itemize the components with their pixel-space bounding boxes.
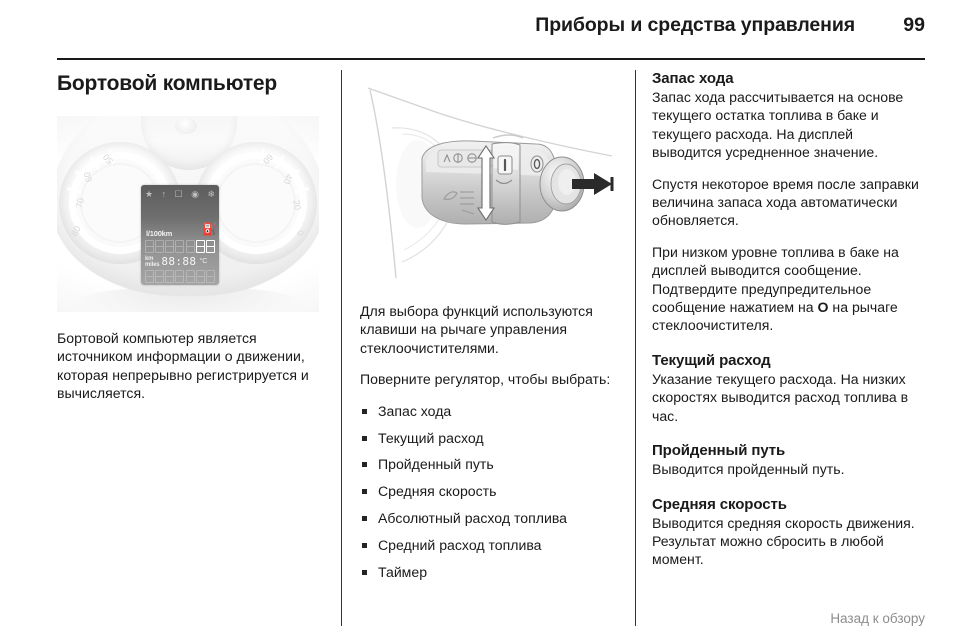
section-paragraph: Выводится пройденный путь. — [652, 461, 845, 478]
header-divider-rule — [57, 58, 925, 60]
o-button — [531, 156, 543, 172]
list-item — [360, 429, 618, 447]
lcd-segment — [196, 270, 205, 283]
dial-tick-label: 60 — [260, 151, 276, 167]
lcd-main-segment-row — [145, 240, 215, 253]
lcd-segment — [186, 240, 195, 253]
lcd-warning-icon-row — [145, 190, 215, 199]
bullet-square-icon — [362, 489, 367, 494]
list-item — [360, 402, 618, 420]
snowflake-icon: ❄ — [207, 189, 215, 199]
paragraph-text-after: на рычаге стеклоочистителя. — [652, 299, 898, 334]
lcd-display — [141, 185, 219, 285]
dial-tick-label: 50 — [100, 151, 116, 167]
list-item — [360, 482, 618, 500]
section-heading: Запас хода — [652, 70, 734, 87]
o-button-reference: O — [817, 299, 829, 316]
column-divider-left — [341, 70, 342, 626]
bullet-square-icon — [362, 436, 367, 441]
lcd-segment — [155, 270, 164, 283]
list-item — [360, 536, 618, 554]
section-paragraph: Запас хода рассчитывается на основе текущего остатка топлива в баке и текущего расхода. На дисплей выводится усредненное значение. — [652, 89, 904, 161]
door-open-icon: ↑ — [161, 189, 167, 199]
page-number: 99 — [903, 14, 925, 36]
list-item-label: Таймер — [378, 564, 428, 581]
lcd-segment — [186, 270, 195, 283]
column-middle — [360, 70, 618, 590]
list-item-label: Текущий расход — [378, 429, 484, 446]
cluster-bottom-shadow — [67, 286, 309, 312]
stalk-rotating-collar — [492, 143, 520, 225]
list-item-label: Средний расход топлива — [378, 537, 542, 554]
washer-fluid-icon: ★ — [145, 189, 154, 199]
lcd-clock-value: 88:88 — [161, 255, 197, 268]
list-item-label: Абсолютный расход топлива — [378, 510, 567, 527]
wiper-stalk-svg — [360, 72, 618, 284]
middle-paragraph-2: Поверните регулятор, чтобы выбрать: — [360, 371, 611, 388]
bullet-square-icon — [362, 570, 367, 575]
lcd-bottom-segment-row — [145, 270, 215, 283]
section-heading: Средняя скорость — [652, 495, 787, 513]
lcd-km-label: km — [145, 255, 154, 262]
section-current-consumption — [652, 352, 924, 425]
lcd-odometer-clock-row — [145, 255, 215, 268]
page-header — [57, 14, 925, 46]
section-paragraph: Выводится средняя скорость движения. Результат можно сбросить в любой момент. — [652, 514, 915, 568]
list-item — [360, 509, 618, 527]
lcd-segment — [165, 240, 174, 253]
wiper-stalk-illustration — [360, 72, 618, 284]
middle-paragraph-1: Для выбора функций используются клавиши на рычаге управления стеклоочистителями. — [360, 303, 593, 356]
lcd-temperature-unit: °C — [199, 258, 208, 265]
list-item-label: Запас хода — [378, 402, 452, 419]
intro-paragraph: Бортовой компьютер является источником информации о движении, которая непрерывно регистрируется и вычисляется. — [57, 330, 309, 402]
column-right — [652, 70, 924, 569]
dial-tick-label: 80 — [69, 224, 83, 238]
lcd-miles-label: miles — [145, 261, 160, 268]
lcd-consumption-unit-label: l/100km — [146, 229, 173, 238]
section-distance-travelled — [652, 442, 924, 478]
dial-tick-label: 0 — [294, 228, 307, 238]
section-paragraph: Спустя некоторое время после заправки величина запаса хода автоматически обновляется. — [652, 175, 919, 229]
dial-tick-label: 20 — [291, 199, 303, 211]
list-item-label: Средняя скорость — [378, 483, 497, 500]
list-item-label: Пройденный путь — [378, 456, 494, 473]
list-item — [360, 455, 618, 473]
lcd-segment — [165, 270, 174, 283]
lcd-segment — [145, 270, 154, 283]
lcd-segment — [155, 240, 164, 253]
lcd-segment — [175, 240, 184, 253]
section-average-speed — [652, 496, 924, 569]
lcd-segment-active — [196, 240, 205, 253]
section-paragraph: Указание текущего расхода. На низких скоростях выводится расход топлива в час. — [652, 370, 909, 424]
column-divider-right — [635, 70, 636, 626]
back-to-overview-link[interactable]: Назад к обзору — [830, 611, 925, 626]
fuel-pump-icon: ⛽ — [202, 222, 217, 236]
bullet-square-icon — [362, 543, 367, 548]
bullet-square-icon — [362, 516, 367, 521]
windshield-icon: ☐ — [174, 189, 183, 199]
cluster-center-knob — [175, 118, 197, 134]
bullet-square-icon — [362, 409, 367, 414]
chapter-title: Бортовой компьютер — [57, 72, 278, 95]
instrument-cluster-illustration — [57, 116, 319, 312]
lcd-segment-active — [206, 240, 215, 253]
section-paragraph-with-button-ref — [652, 243, 924, 335]
section-heading: Текущий расход — [652, 351, 771, 369]
lcd-segment — [145, 240, 154, 253]
lcd-segment — [175, 270, 184, 283]
section-range — [652, 70, 924, 335]
paragraph-text-before: При низком уровне топлива в баке на дисплей выводится сообщение. Подтвердите предупредительное сообщение нажатием на — [652, 243, 899, 316]
dial-tick-label: 70 — [74, 197, 86, 209]
clock-icon: ◉ — [191, 189, 199, 199]
lcd-segment — [206, 270, 215, 283]
dashboard-side-line — [370, 90, 396, 278]
dial-tick-label: 60 — [81, 170, 95, 184]
column-left — [57, 70, 319, 403]
function-list — [360, 402, 618, 582]
dial-tick-label: 40 — [281, 172, 295, 186]
page-title: Приборы и средства управления — [535, 14, 855, 36]
bullet-square-icon — [362, 462, 367, 467]
section-heading: Пройденный путь — [652, 442, 786, 460]
list-item — [360, 563, 618, 581]
